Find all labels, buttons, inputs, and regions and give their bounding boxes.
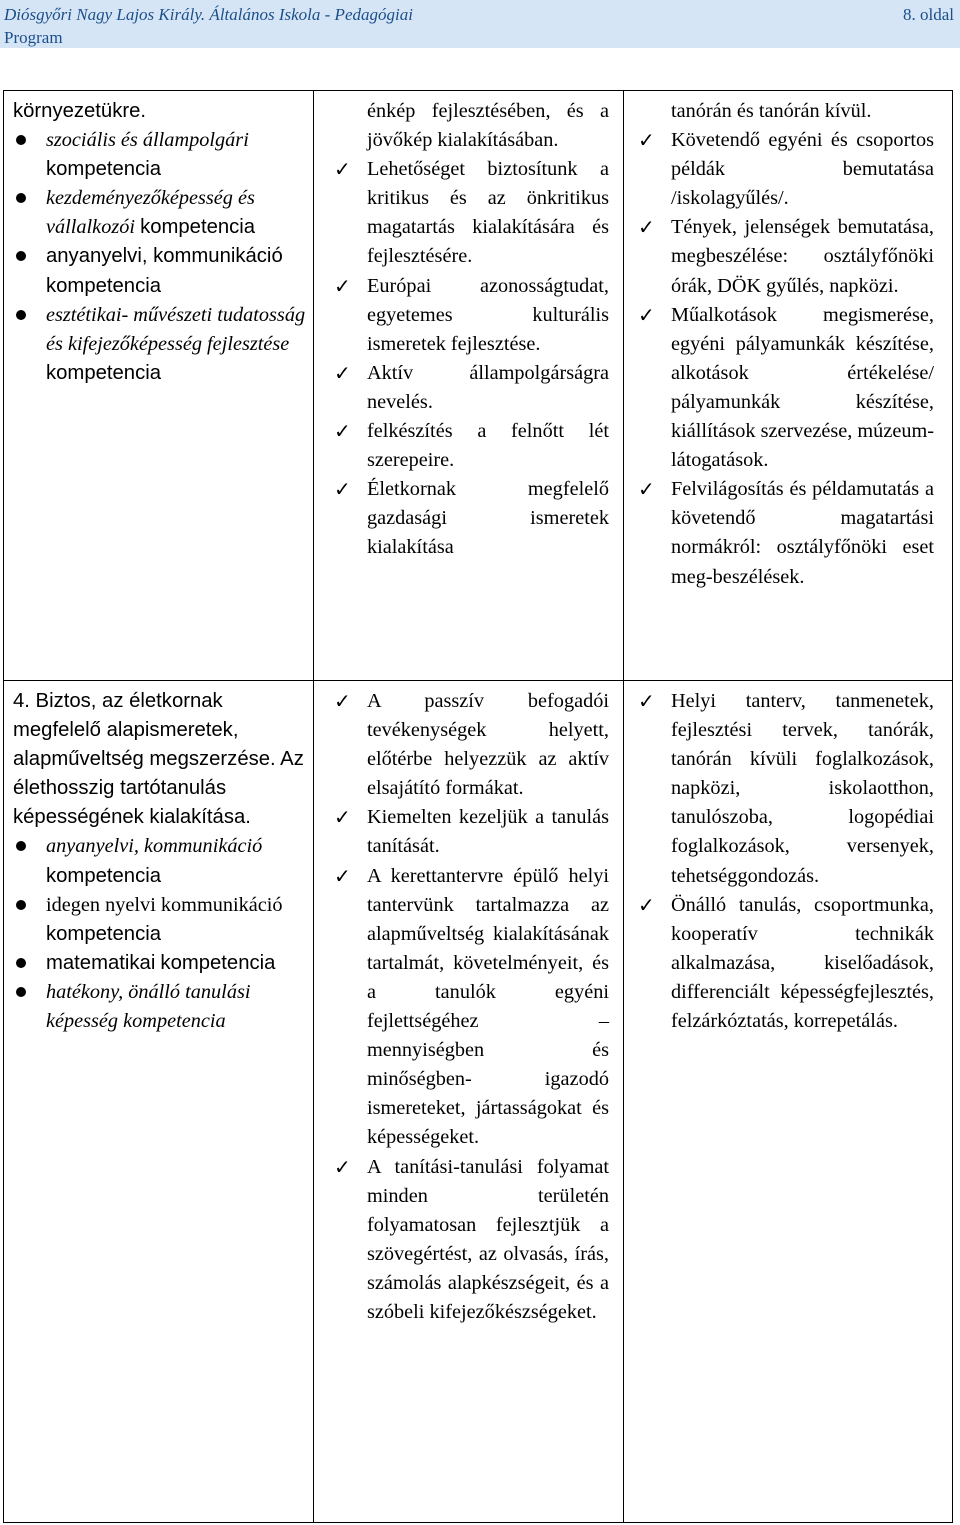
table-row — [4, 91, 953, 681]
list-item — [332, 417, 609, 475]
list-item-text: A passzív befogadói tevékenységek helyett, előtérbe helyezzük az aktív elsajátító formákat. — [367, 690, 609, 800]
checkmark-icon: ✓ — [334, 1154, 351, 1179]
table-cell-methods — [624, 91, 953, 681]
list-item — [332, 359, 609, 417]
method-list — [636, 97, 934, 592]
bullet-dot-icon — [16, 251, 26, 261]
bullet-dot-icon — [16, 841, 26, 851]
list-item — [332, 803, 609, 861]
list-item-text: Tények, jelenségek bemutatása, megbeszélése: osztályfőnöki órák, DÖK gyűlés, napközi. — [671, 216, 934, 297]
list-item-text: Követendő egyéni és csoportos példák bemutatása /iskolagyűlés/. — [671, 129, 934, 210]
list-item-tail: kompetencia — [46, 864, 161, 887]
table-cell-tasks — [314, 681, 624, 1523]
list-item — [636, 126, 934, 213]
list-item-text: matematikai — [46, 951, 156, 974]
list-item — [636, 687, 934, 891]
content-table — [3, 90, 953, 1523]
list-item — [13, 301, 307, 388]
list-item — [13, 978, 307, 1036]
document-title — [4, 3, 474, 49]
table-cell-tasks — [314, 91, 624, 681]
list-item-tail: kompetencia — [160, 951, 276, 974]
list-item-tail: kompetencia — [46, 922, 161, 945]
list-item — [13, 126, 307, 184]
list-item-text: felkészítés a felnőtt lét szerepeire. — [367, 420, 609, 472]
list-item — [636, 213, 934, 300]
list-item — [636, 891, 934, 1036]
competency-list — [13, 832, 307, 1036]
checkmark-icon: ✓ — [638, 128, 655, 153]
bullet-dot-icon — [16, 135, 26, 145]
checkmark-icon: ✓ — [638, 477, 655, 502]
bullet-dot-icon — [16, 193, 26, 203]
list-item — [332, 1153, 609, 1328]
list-item-text: Lehetőséget biztosítunk a kritikus és az önkritikus magatartás kialakítására és fejlesztésére. — [367, 158, 609, 268]
list-item-text: Életkornak megfelelő gazdasági ismeretek kialakítása — [367, 478, 609, 559]
competency-list — [13, 126, 307, 388]
bullet-dot-icon — [16, 900, 26, 910]
document-title-line2: Program — [4, 28, 63, 47]
checkmark-icon: ✓ — [334, 805, 351, 830]
cell-intro-text: környezetükre. — [13, 100, 147, 122]
list-item-text: Helyi tanterv, tanmenetek, fejlesztési tervek, tanórák, tanórán kívüli foglalkozások, napközi, iskolaotthon, tanulószoba, logopédiai foglalkozások, versenyek, tehetséggondozás. — [671, 690, 934, 887]
table-row — [4, 681, 953, 1523]
page-header — [0, 0, 960, 48]
list-item — [332, 862, 609, 1153]
list-item-text: Műalkotások megismerése, egyéni pályamunkák készítése, alkotások értékelése/ pályamunkák készítése, kiállítások szervezése, múzeum-látogatások. — [671, 303, 934, 472]
list-item — [13, 184, 307, 242]
list-item-text: anyanyelvi, kommunikáció — [46, 245, 283, 268]
checkmark-icon: ✓ — [334, 419, 351, 444]
list-item-tail: kompetencia — [46, 361, 161, 384]
list-item-text: szociális és állampolgári — [46, 129, 249, 152]
page-number: 8. oldal — [903, 5, 954, 24]
document-title-line1: Diósgyőri Nagy Lajos Király. Általános Iskola - Pedagógiai — [4, 5, 413, 24]
list-item-text: Felvilágosítás és példamutatás a követendő magatartási normákról: osztályfőnöki eset meg-beszélések. — [671, 478, 934, 588]
list-item — [332, 475, 609, 562]
checkmark-icon: ✓ — [334, 477, 351, 502]
list-item-tail: kompetencia — [46, 158, 161, 181]
list-item: énkép fejlesztésében, és a jövőkép kialakításában. — [367, 100, 609, 152]
bullet-dot-icon — [16, 987, 26, 997]
checkmark-icon: ✓ — [638, 892, 655, 917]
list-item-text: Kiemelten kezeljük a tanulás tanítását. — [367, 806, 609, 858]
list-item-tail: kompetencia — [123, 1010, 226, 1033]
list-item-text: A tanítási-tanulási folyamat minden területén folyamatosan fejlesztjük a szövegértést, az olvasás, írás, számolás alapkészségeit, és a szóbeli kifejezőkészségeket. — [367, 1155, 609, 1323]
task-list — [332, 97, 609, 563]
list-item — [636, 301, 934, 476]
list-item — [636, 475, 934, 591]
list-item-tail: kompetencia — [140, 216, 256, 239]
list-item-text: Aktív állampolgárságra nevelés. — [367, 361, 609, 413]
checkmark-icon: ✓ — [638, 689, 655, 713]
cell-intro-text: 4. Biztos, az életkornak megfelelő alapismeretek, alapműveltség megszerzése. Az élethosszig tartótanulás képességének kialakítása. — [13, 690, 304, 829]
list-item-text: Önálló tanulás, csoportmunka, kooperatív technikák alkalmazása, kiselőadások, differenciált képességfejlesztés, felzárkóztatás, korrepetálás. — [671, 893, 934, 1033]
list-item-text: Európai azonosságtudat, egyetemes kulturális ismeretek fejlesztése. — [367, 274, 609, 355]
list-item-text: A kerettantervre épülő helyi tantervünk tartalmazza az alapműveltség kialakításának tartalmát, követelményeit, és a tanulók egyéni fejlettségéhez – mennyiségben és minőségben- igazodó ismereteket, jártasságokat és képességeket. — [367, 864, 609, 1149]
method-list — [636, 687, 934, 1036]
checkmark-icon: ✓ — [334, 863, 351, 888]
list-item: tanórán és tanórán kívül. — [671, 100, 872, 122]
list-item-text: idegen nyelvi kommunikáció — [46, 893, 283, 916]
list-item — [13, 891, 307, 949]
table-cell-competencies — [4, 681, 314, 1523]
list-item — [332, 155, 609, 271]
list-item — [13, 832, 307, 890]
bullet-dot-icon — [16, 310, 26, 320]
table-cell-methods — [624, 681, 953, 1523]
checkmark-icon: ✓ — [334, 360, 351, 385]
checkmark-icon: ✓ — [334, 689, 351, 713]
checkmark-icon: ✓ — [334, 273, 351, 298]
checkmark-icon: ✓ — [334, 157, 351, 182]
list-item — [13, 242, 307, 300]
list-item-text: anyanyelvi, kommunikáció — [46, 835, 263, 858]
list-item-text: kezdeményezőképesség és vállalkozói — [46, 187, 255, 239]
list-item — [13, 949, 307, 978]
list-item-text: esztétikai- művészeti tudatosság és kifejezőképesség fejlesztése — [46, 303, 306, 355]
list-item-text: hatékony, önálló tanulási képesség — [46, 980, 251, 1033]
checkmark-icon: ✓ — [638, 302, 655, 327]
list-item — [332, 687, 609, 803]
table-cell-competencies — [4, 91, 314, 681]
checkmark-icon: ✓ — [638, 215, 655, 240]
task-list — [332, 687, 609, 1327]
bullet-dot-icon — [16, 958, 26, 968]
list-item — [332, 272, 609, 359]
list-item-tail: kompetencia — [46, 274, 161, 297]
